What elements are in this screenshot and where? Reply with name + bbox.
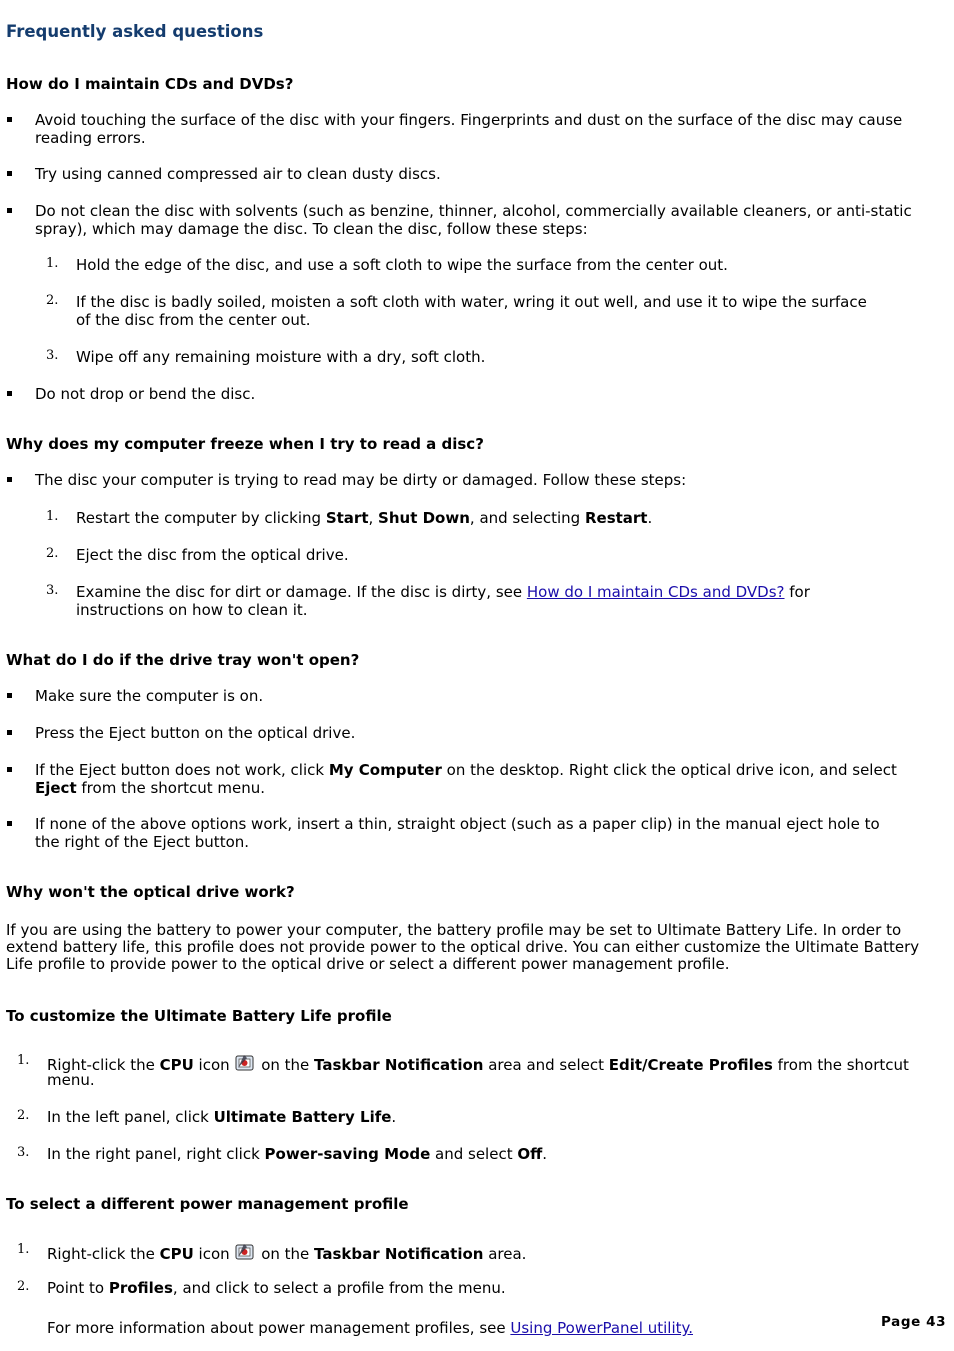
step-number: 3. — [46, 348, 59, 363]
step-number: 3. — [17, 1145, 30, 1160]
page-number: Page 43 — [881, 1314, 947, 1330]
step-number: 1. — [17, 1242, 30, 1257]
step-text: If the disc is badly soiled, moisten a soft cloth with water, wring it out well, and use it to wipe the surface — [76, 293, 867, 311]
list-item-text: If none of the above options work, insert a thin, straight object (such as a paper clip) in the manual eject hole to — [35, 815, 880, 833]
more-info-text: For more information about power management profiles, see Using PowerPanel utility. — [47, 1319, 693, 1337]
step-number: 1. — [17, 1053, 30, 1068]
list-item-text: reading errors. — [35, 129, 146, 147]
square-bullet-icon — [7, 208, 12, 213]
step-text: Examine the disc for dirt or damage. If the disc is dirty, see How do I maintain CDs and DVDs? for — [76, 583, 810, 601]
page-title: Frequently asked questions — [6, 22, 264, 41]
list-item-text: Do not drop or bend the disc. — [35, 385, 256, 403]
square-bullet-icon — [7, 767, 12, 772]
step-number: 1. — [46, 256, 59, 271]
list-item-text: spray), which may damage the disc. To clean the disc, follow these steps: — [35, 220, 588, 238]
list-item-text: Try using canned compressed air to clean dusty discs. — [35, 165, 441, 183]
step-text: menu. — [47, 1071, 95, 1089]
step-text: Right-click the CPU icon on the Taskbar Notification area and select Edit/Create Profiles from the shortcut — [47, 1053, 909, 1074]
step-number: 2. — [46, 293, 59, 308]
step-text: In the left panel, click Ultimate Battery Life. — [47, 1108, 397, 1126]
section-heading-computer-freeze: Why does my computer freeze when I try to read a disc? — [6, 435, 484, 453]
cpu-icon — [235, 1053, 255, 1073]
step-text: of the disc from the center out. — [76, 311, 311, 329]
powerpanel-utility-link[interactable]: Using PowerPanel utility. — [510, 1319, 693, 1337]
list-item-text: Press the Eject button on the optical drive. — [35, 724, 356, 742]
step-number: 1. — [46, 509, 59, 524]
list-item-text: Make sure the computer is on. — [35, 687, 264, 705]
step-text: Right-click the CPU icon on the Taskbar Notification area. — [47, 1242, 526, 1263]
section-heading-customize-profile: To customize the Ultimate Battery Life profile — [6, 1007, 392, 1025]
step-text: In the right panel, right click Power-saving Mode and select Off. — [47, 1145, 548, 1163]
section-heading-optical-drive: Why won't the optical drive work? — [6, 883, 295, 901]
square-bullet-icon — [7, 821, 12, 826]
list-item-text: Eject from the shortcut menu. — [35, 779, 266, 797]
paragraph-line: extend battery life, this profile does not provide power to the optical drive. You can either customize the Ultimate Battery — [6, 938, 920, 956]
step-number: 2. — [17, 1279, 30, 1294]
step-number: 2. — [46, 546, 59, 561]
step-text: instructions on how to clean it. — [76, 601, 308, 619]
step-text: Wipe off any remaining moisture with a dry, soft cloth. — [76, 348, 486, 366]
square-bullet-icon — [7, 391, 12, 396]
step-text: Hold the edge of the disc, and use a soft cloth to wipe the surface from the center out. — [76, 256, 728, 274]
section-heading-select-profile: To select a different power management profile — [6, 1195, 409, 1213]
list-item-text: Do not clean the disc with solvents (such as benzine, thinner, alcohol, commercially available cleaners, or anti-static — [35, 202, 912, 220]
step-text: Eject the disc from the optical drive. — [76, 546, 349, 564]
square-bullet-icon — [7, 117, 12, 122]
step-number: 3. — [46, 583, 59, 598]
step-number: 2. — [17, 1108, 30, 1123]
paragraph-line: If you are using the battery to power your computer, the battery profile may be set to Ultimate Battery Life. In order to — [6, 921, 902, 939]
section-heading-maintain-discs: How do I maintain CDs and DVDs? — [6, 75, 294, 93]
list-item-text: If the Eject button does not work, click My Computer on the desktop. Right click the optical drive icon, and select — [35, 761, 897, 779]
list-item-text: The disc your computer is trying to read may be dirty or damaged. Follow these steps: — [35, 471, 687, 489]
square-bullet-icon — [7, 171, 12, 176]
section-heading-drive-tray: What do I do if the drive tray won't open? — [6, 651, 360, 669]
step-text: Restart the computer by clicking Start, Shut Down, and selecting Restart. — [76, 509, 653, 527]
list-item-text: the right of the Eject button. — [35, 833, 250, 851]
square-bullet-icon — [7, 730, 12, 735]
step-text: Point to Profiles, and click to select a profile from the menu. — [47, 1279, 506, 1297]
maintain-discs-link[interactable]: How do I maintain CDs and DVDs? — [526, 583, 785, 601]
square-bullet-icon — [7, 477, 12, 482]
square-bullet-icon — [7, 693, 12, 698]
list-item-text: Avoid touching the surface of the disc with your fingers. Fingerprints and dust on the surface of the disc may cause — [35, 111, 903, 129]
paragraph-line: Life profile to provide power to the optical drive or select a different power management profile. — [6, 955, 730, 973]
cpu-icon — [235, 1242, 255, 1262]
